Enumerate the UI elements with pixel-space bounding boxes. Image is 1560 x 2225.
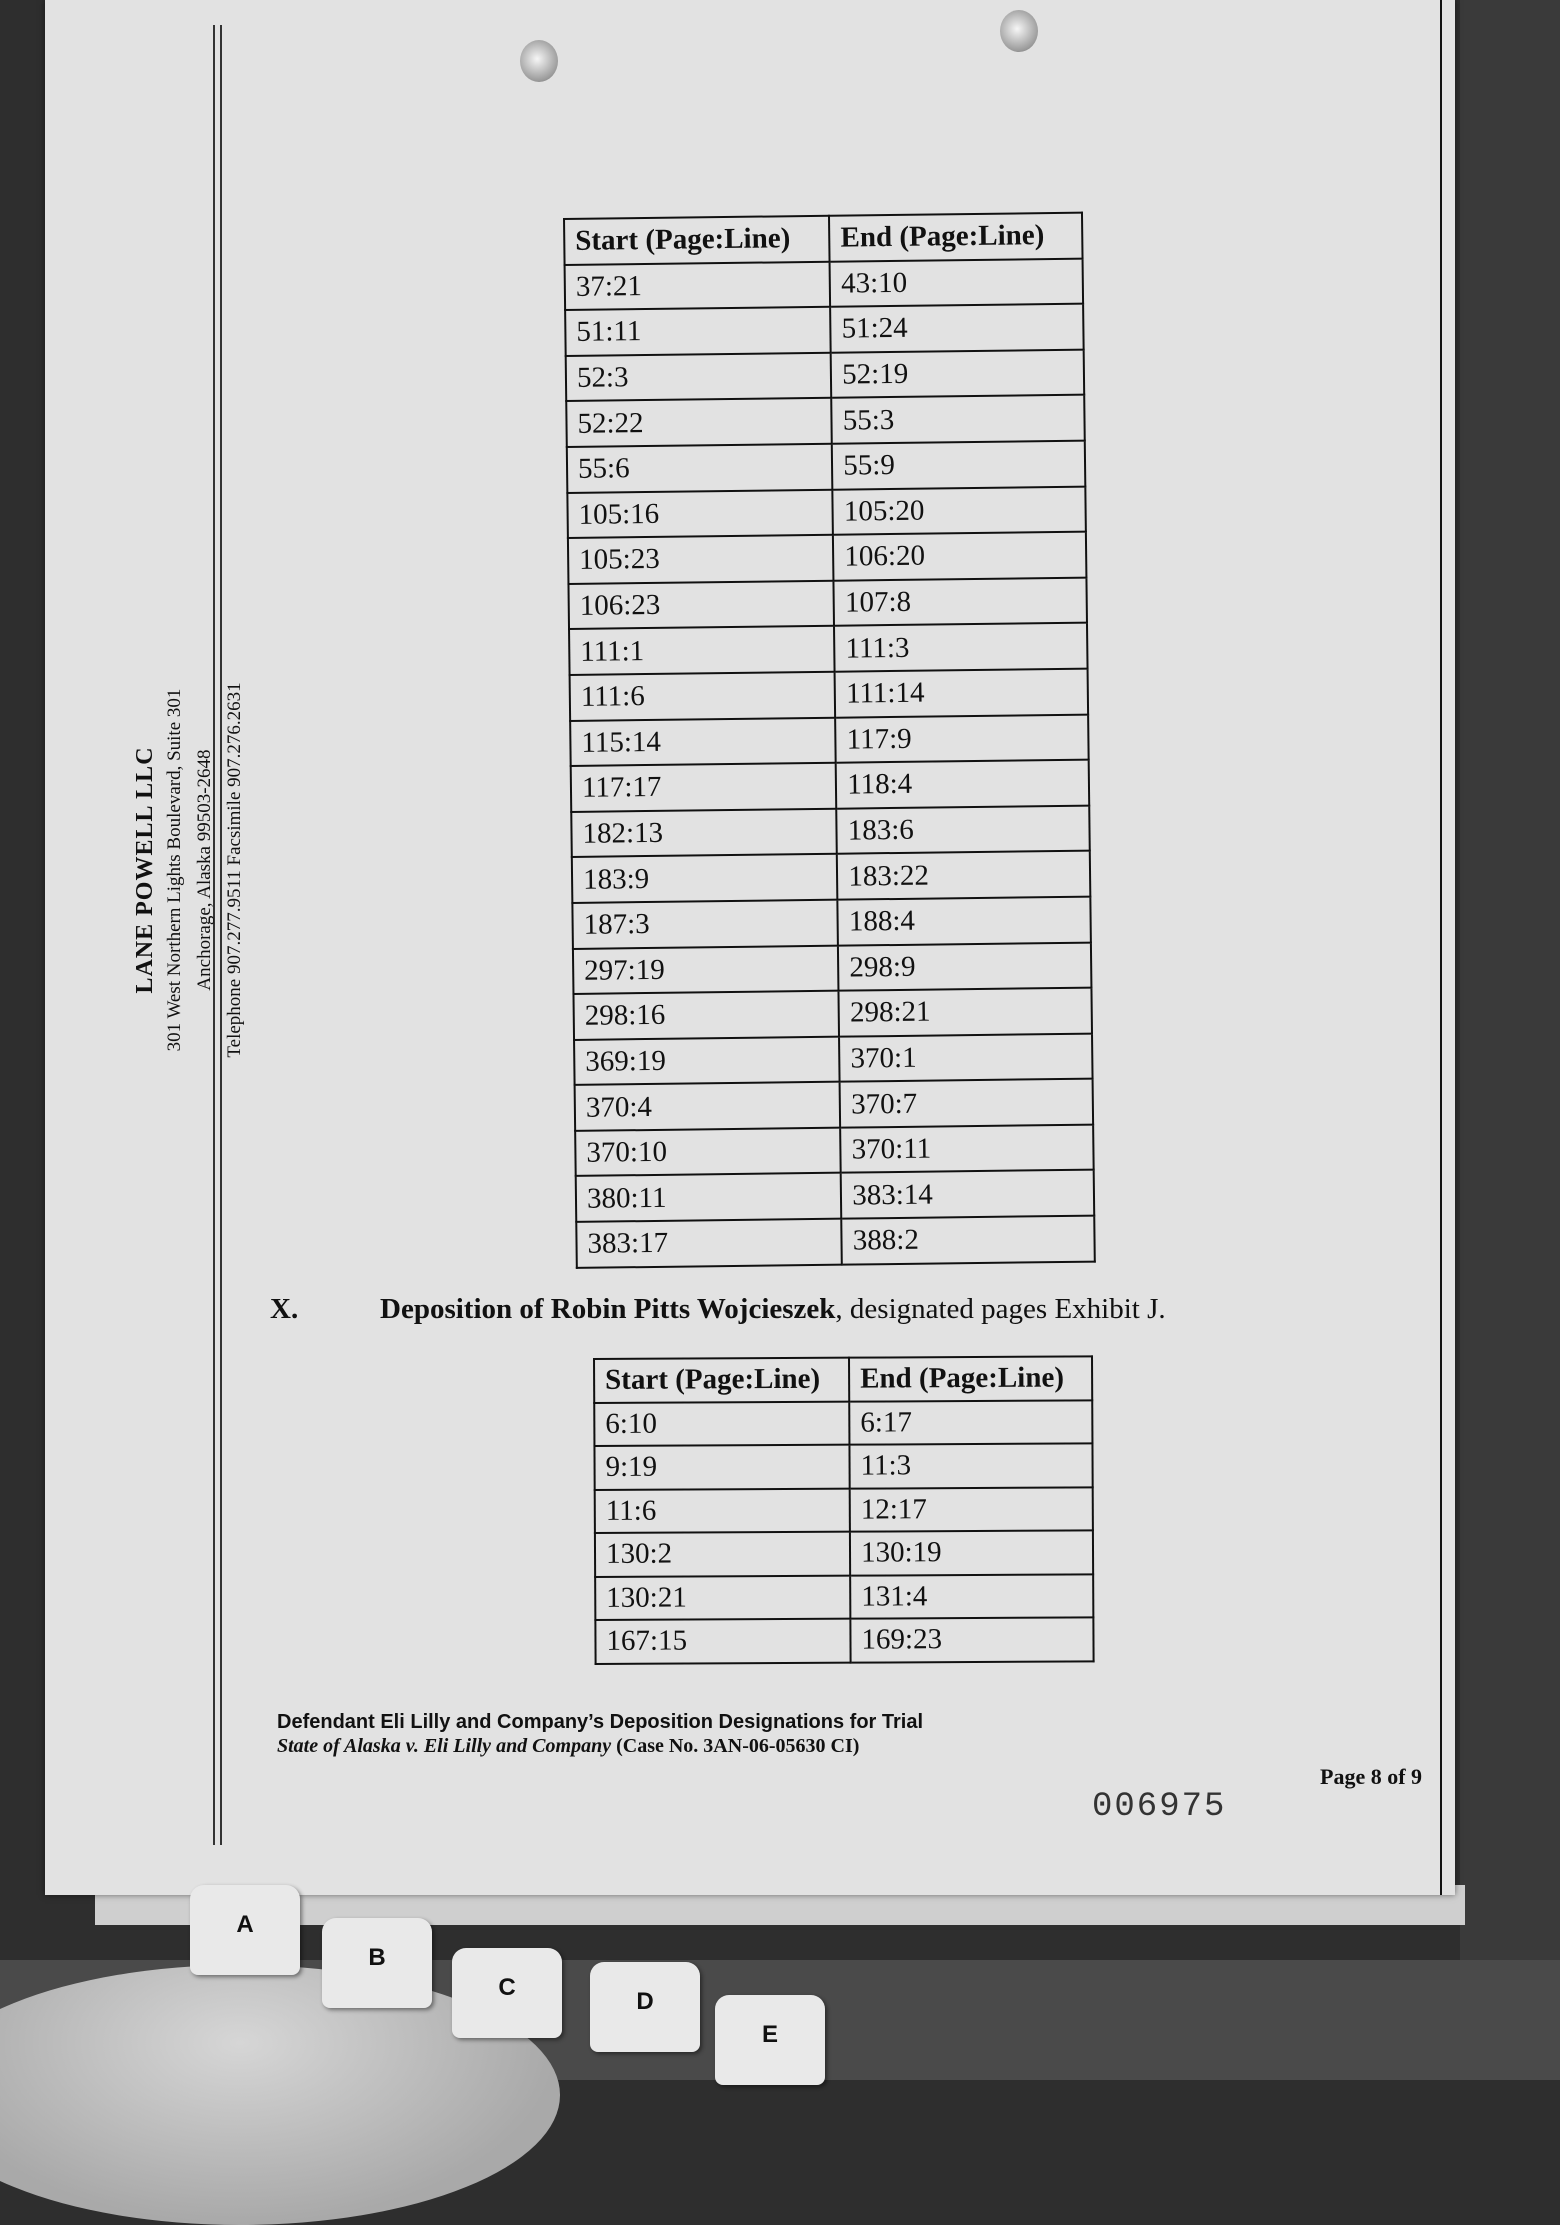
footer [277, 1710, 923, 1758]
firm-name: LANE POWELL LLC [132, 746, 158, 994]
table-row [575, 1124, 1094, 1176]
end-cell: 52:19 [831, 349, 1084, 398]
section-description: , designated pages Exhibit J. [835, 1293, 1166, 1325]
end-cell: 43:10 [830, 258, 1083, 307]
end-cell: 111:3 [834, 623, 1087, 672]
end-header: End (Page:Line) [829, 213, 1082, 262]
start-cell: 52:3 [566, 353, 832, 402]
start-cell: 105:16 [567, 489, 833, 538]
table-body [594, 1400, 1093, 1664]
divider-tab-d[interactable]: D [590, 1962, 700, 2052]
end-cell: 118:4 [836, 760, 1089, 809]
punch-hole [520, 40, 558, 82]
section-number: X. [270, 1293, 299, 1325]
end-cell: 383:14 [841, 1170, 1094, 1219]
start-cell: 380:11 [576, 1173, 842, 1222]
table-row [594, 1443, 1092, 1489]
table-row [568, 532, 1087, 584]
firm-city: Anchorage, Alaska 99503-2648 [194, 749, 215, 991]
end-cell: 370:11 [840, 1124, 1093, 1173]
start-cell: 117:17 [571, 763, 837, 812]
start-cell: 183:9 [572, 854, 838, 903]
divider-tab-b[interactable]: B [322, 1918, 432, 2008]
start-cell: 6:10 [594, 1401, 849, 1446]
table-row [594, 1400, 1092, 1446]
start-header: Start (Page:Line) [564, 216, 830, 265]
start-cell: 115:14 [570, 717, 836, 766]
end-cell: 388:2 [842, 1216, 1095, 1265]
desk-background [1460, 0, 1560, 2080]
divider-tab-a[interactable]: A [190, 1885, 300, 1975]
end-header: End (Page:Line) [849, 1356, 1092, 1401]
start-cell: 106:23 [568, 580, 834, 629]
end-cell: 117:9 [835, 714, 1088, 763]
table-row [574, 1033, 1093, 1085]
table-row [571, 805, 1090, 857]
end-cell: 55:9 [832, 441, 1085, 490]
start-cell: 9:19 [594, 1445, 849, 1490]
table-row [576, 1216, 1095, 1268]
start-cell: 111:6 [570, 672, 836, 721]
page-number: Page 8 of 9 [1320, 1764, 1423, 1789]
divider-tab-e[interactable]: E [715, 1995, 825, 2085]
table-row [576, 1170, 1095, 1222]
table-row [565, 258, 1084, 310]
document-page [45, 0, 1455, 1895]
footer-title: Defendant Eli Lilly and Company’s Deposition Designations for Trial [277, 1711, 924, 1733]
end-cell: 188:4 [838, 897, 1091, 946]
footer-case [277, 1734, 923, 1758]
page-edge [1440, 0, 1442, 1895]
start-cell: 167:15 [595, 1619, 850, 1664]
table-row [565, 304, 1084, 356]
end-cell: 11:3 [849, 1443, 1092, 1488]
deponent-name: Deposition of Robin Pitts Wojcieszek [380, 1293, 836, 1325]
end-cell: 130:19 [850, 1530, 1093, 1575]
designation-table-2 [593, 1355, 1095, 1664]
table-row [573, 988, 1092, 1040]
end-cell: 183:22 [837, 851, 1090, 900]
end-cell: 111:14 [835, 669, 1088, 718]
start-cell: 130:2 [595, 1532, 850, 1577]
table-row [569, 623, 1088, 675]
end-cell: 12:17 [850, 1487, 1093, 1532]
end-cell: 51:24 [830, 304, 1083, 353]
table-row [567, 486, 1086, 538]
table-row [570, 669, 1089, 721]
table-row [595, 1617, 1093, 1663]
table-row [572, 897, 1091, 949]
start-cell: 55:6 [567, 444, 833, 493]
start-cell: 383:17 [576, 1219, 842, 1268]
end-cell: 370:1 [839, 1033, 1092, 1082]
end-cell: 370:7 [840, 1079, 1093, 1128]
start-cell: 130:21 [595, 1575, 850, 1620]
start-cell: 297:19 [573, 945, 839, 994]
table-row [566, 349, 1085, 401]
case-number: (Case No. 3AN-06-05630 CI) [611, 1735, 860, 1757]
end-cell: 6:17 [849, 1400, 1092, 1445]
start-cell: 187:3 [572, 900, 838, 949]
start-cell: 105:23 [568, 535, 834, 584]
punch-hole [1000, 10, 1038, 52]
firm-phone: Telephone 907.277.9511 Facsimile 907.276.2631 [224, 682, 245, 1058]
end-cell: 55:3 [831, 395, 1084, 444]
firm-address: 301 West Northern Lights Boulevard, Suite 301 [164, 688, 185, 1052]
section-heading [270, 1293, 1370, 1326]
table-row [571, 760, 1090, 812]
end-cell: 105:20 [833, 486, 1086, 535]
table-row [575, 1079, 1094, 1131]
table-row [572, 851, 1091, 903]
start-cell: 111:1 [569, 626, 835, 675]
end-cell: 183:6 [836, 805, 1089, 854]
table-row [595, 1574, 1093, 1620]
table-row [573, 942, 1092, 994]
table-header-row [594, 1356, 1092, 1402]
start-cell: 37:21 [565, 261, 831, 310]
table-row [568, 577, 1087, 629]
start-cell: 369:19 [574, 1036, 840, 1085]
end-cell: 298:21 [839, 988, 1092, 1037]
letterhead [130, 490, 250, 1250]
start-cell: 370:10 [575, 1128, 841, 1177]
bates-number: 006975 [1092, 1788, 1227, 1826]
start-cell: 52:22 [566, 398, 832, 447]
end-cell: 107:8 [834, 577, 1087, 626]
case-caption: State of Alaska v. Eli Lilly and Company [277, 1735, 612, 1757]
divider-tab-c[interactable]: C [452, 1948, 562, 2038]
designation-table-1 [563, 212, 1096, 1269]
end-cell: 106:20 [833, 532, 1086, 581]
table-header-row [564, 213, 1083, 265]
start-cell: 370:4 [575, 1082, 841, 1131]
start-cell: 51:11 [565, 307, 831, 356]
table-row [570, 714, 1089, 766]
table-body [565, 258, 1095, 1267]
table-row [567, 441, 1086, 493]
table-row [595, 1487, 1093, 1533]
table-row [595, 1530, 1093, 1576]
end-cell: 298:9 [838, 942, 1091, 991]
start-header: Start (Page:Line) [594, 1358, 849, 1403]
start-cell: 298:16 [573, 991, 839, 1040]
end-cell: 169:23 [850, 1617, 1093, 1662]
start-cell: 11:6 [595, 1488, 850, 1533]
start-cell: 182:13 [571, 808, 837, 857]
end-cell: 131:4 [850, 1574, 1093, 1619]
table-row [566, 395, 1085, 447]
